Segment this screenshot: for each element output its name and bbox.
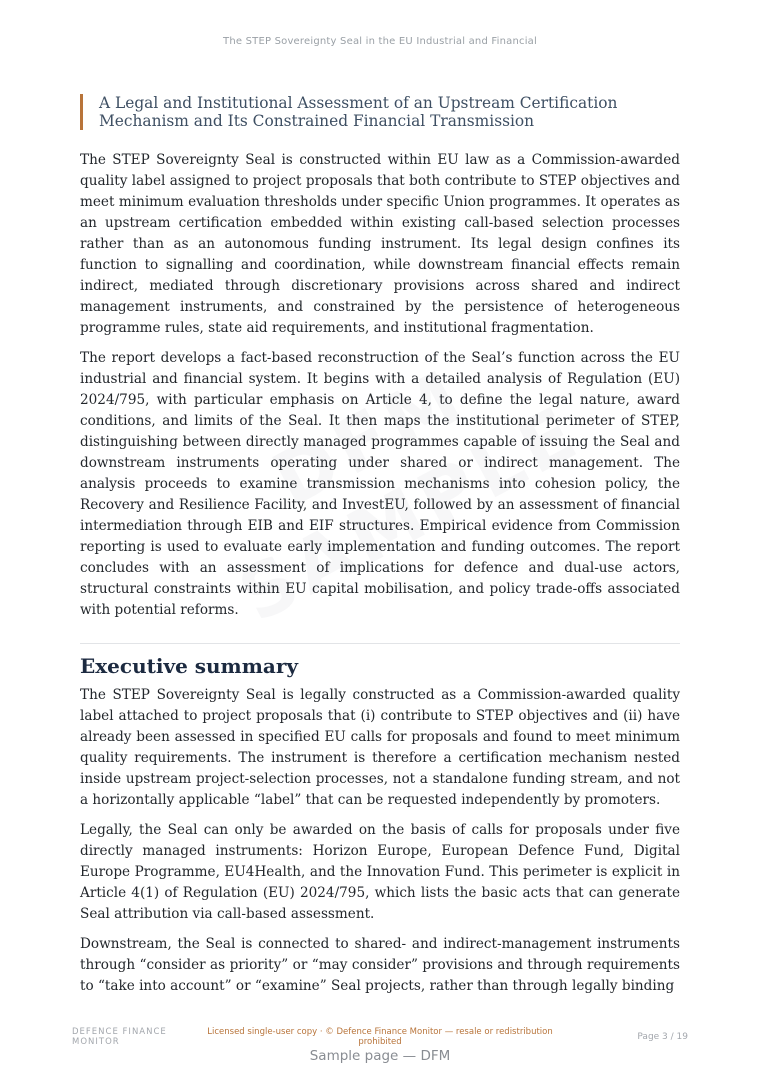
summary-paragraph-1: The STEP Sovereignty Seal is legally constructed as a Commission-awarded quality label attached to project proposals that (i) contribute to STEP objectives and (ii) have already been assessed in specified EU calls for proposals and found to meet minimum quality requirements. The instrument is therefore a certification mechanism nested inside upstream project-selection processes, not a standalone funding stream, and not a horizontally applicable “label” that can be requested independently by promoters. xyxy=(80,687,680,808)
section-divider xyxy=(80,643,680,644)
running-header: The STEP Sovereignty Seal in the EU Industrial and Financial xyxy=(223,36,537,47)
footer-license: Licensed single-user copy · © Defence Finance Monitor — resale or redistribution prohibited xyxy=(207,1027,553,1047)
intro-paragraph-1: The STEP Sovereignty Seal is constructed within EU law as a Commission-awarded quality label assigned to project proposals that both contribute to STEP objectives and meet minimum evaluation thresholds under specific Union programmes. It operates as an upstream certification embedded within existing call-based selection processes rather than as an autonomous funding instrument. Its legal design confines its function to signalling and coordination, while downstream financial effects remain indirect, mediated through discretionary provisions across shared and indirect management instruments, and constrained by the persistence of heterogeneous programme rules, state aid requirements, and institutional fragmentation. xyxy=(80,152,680,336)
summary-paragraph-2: Legally, the Seal can only be awarded on the basis of calls for proposals under five directly managed instruments: Horizon Europe, European Defence Fund, Digital Europe Programme, EU4Health, and the Innovation Fund. This perimeter is explicit in Article 4(1) of Regulation (EU) 2024/795, which lists the basic acts that can generate Seal attribution via call-based assessment. xyxy=(80,822,680,922)
document-subtitle: A Legal and Institutional Assessment of an Upstream Certification Mechanism and Its Constrained Financial Transmission xyxy=(80,94,659,130)
intro-paragraph-2: The report develops a fact-based reconstruction of the Seal’s function across the EU industrial and financial system. It begins with a detailed analysis of Regulation (EU) 2024/795, with particular emphasis on Article 4, to define the legal nature, award conditions, and limits of the Seal. It then maps the institutional perimeter of STEP, distinguishing between directly managed programmes capable of issuing the Seal and downstream instruments operating under shared or indirect management. The analysis proceeds to examine transmission mechanisms into cohesion policy, the Recovery and Resilience Facility, and InvestEU, followed by an assessment of financial intermediation through EIB and EIF structures. Empirical evidence from Commission reporting is used to evaluate early implementation and funding outcomes. The report concludes with an assessment of implications for defence and dual-use actors, structural constraints within EU capital mobilisation, and policy trade-offs associated with potential reforms. xyxy=(80,350,680,618)
document-body xyxy=(80,150,680,1006)
footer-page-number: Page 3 / 19 xyxy=(637,1032,688,1042)
sample-page-label: Sample page — DFM xyxy=(309,1048,451,1064)
footer-publisher: DEFENCE FINANCE MONITOR xyxy=(72,1027,167,1047)
section-heading: Executive summary xyxy=(80,654,298,678)
summary-paragraph-3: Downstream, the Seal is connected to shared- and indirect-management instruments through “consider as priority” or “may consider” provisions and through requirements to “take into account” or “examine” Seal projects, rather than through legally binding xyxy=(80,936,680,994)
